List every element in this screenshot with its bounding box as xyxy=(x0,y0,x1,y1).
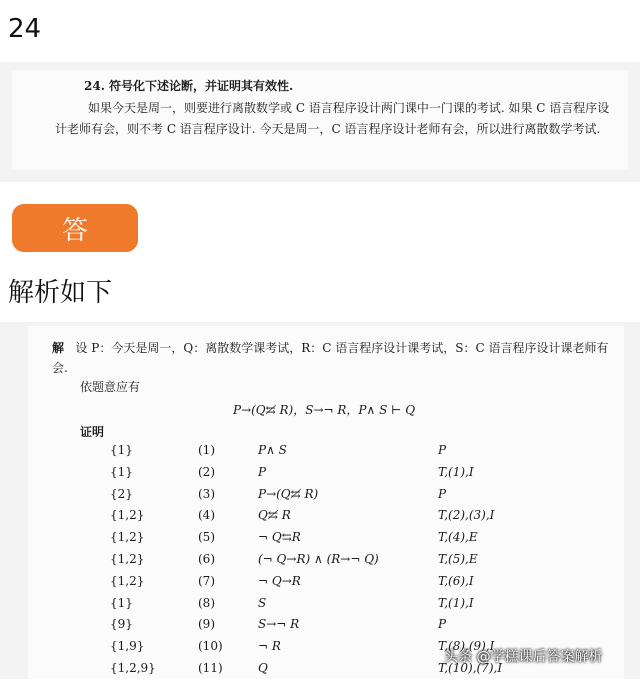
step-premise-set: {1,2,9} xyxy=(110,661,156,675)
step-number: (3) xyxy=(198,486,215,501)
step-number: (10) xyxy=(198,639,223,654)
question-title: 24. 符号化下述论断，并证明其有效性. xyxy=(84,79,294,93)
step-number: (7) xyxy=(198,573,215,588)
step-formula: S→¬ R xyxy=(258,617,300,632)
proof-step-row xyxy=(28,465,624,487)
solution-intro xyxy=(52,338,612,378)
step-premise-set: {1} xyxy=(110,595,133,610)
step-formula: ¬ Q⇆R xyxy=(258,530,301,545)
proof-step-row xyxy=(28,596,624,618)
step-rule: T,(1),I xyxy=(438,464,474,479)
step-rule: P xyxy=(438,617,447,632)
step-number: (2) xyxy=(198,464,215,479)
step-rule: T,(5),E xyxy=(438,552,478,566)
question-body: 如果今天是周一，则要进行离散数学或 C 语言程序设计两门课中一门课的考试. 如果 C 语言程序设计老师有会，则不考 C 语言程序设计. 今天是周一，C 语言程序设计老师有会，所以进行离散数学考试. xyxy=(55,101,610,136)
proof-step-row xyxy=(28,574,624,596)
basis-label: 依题意应有 xyxy=(80,380,141,394)
step-premise-set: {1} xyxy=(110,443,133,457)
proof-step-row xyxy=(28,443,624,465)
step-rule: T,(8),(9),I xyxy=(438,639,495,654)
proof-step-row xyxy=(28,508,624,530)
step-number: (9) xyxy=(198,617,215,632)
step-rule: T,(6),I xyxy=(438,573,474,588)
proof-step-row xyxy=(28,530,624,552)
step-premise-set: {1} xyxy=(110,464,133,479)
step-formula: (¬ Q→R) ∧ (R→¬ Q) xyxy=(258,552,379,566)
step-rule: T,(10),(7),I xyxy=(438,661,503,675)
step-premise-set: {1,9} xyxy=(110,639,145,654)
step-number: (4) xyxy=(198,508,215,523)
question-number: 24 xyxy=(8,14,42,44)
step-rule: P xyxy=(438,443,447,457)
solution-definitions: 设 P：今天是周一，Q：离散数学课考试，R：C 语言程序设计课考试，S：C 语言程序设计课老师有会. xyxy=(52,341,609,375)
step-rule: T,(4),E xyxy=(438,530,478,545)
step-premise-set: {9} xyxy=(110,617,133,632)
proof-step-row xyxy=(28,487,624,509)
step-number: (8) xyxy=(198,595,215,610)
step-number: (11) xyxy=(198,661,223,675)
analysis-heading: 解析如下 xyxy=(8,278,113,308)
step-formula: P∧ S xyxy=(258,443,287,457)
step-premise-set: {1,2} xyxy=(110,508,145,523)
solution-paper xyxy=(28,326,624,679)
step-premise-set: {2} xyxy=(110,486,133,501)
step-premise-set: {1,2} xyxy=(110,530,145,545)
proof-label: 证明 xyxy=(80,425,105,439)
step-number: (5) xyxy=(198,530,215,545)
step-number: (6) xyxy=(198,552,215,566)
question-paper xyxy=(12,70,628,170)
step-formula: Q xyxy=(258,661,268,675)
step-rule: P xyxy=(438,486,447,501)
step-premise-set: {1,2} xyxy=(110,573,145,588)
step-formula: ¬ Q→R xyxy=(258,573,301,588)
step-rule: T,(2),(3),I xyxy=(438,508,495,523)
question-image xyxy=(0,62,640,182)
watermark: 头条 @学糕课后答案解析 xyxy=(444,649,603,665)
step-formula: Q⇆̸ R xyxy=(258,508,291,523)
step-premise-set: {1,2} xyxy=(110,552,145,566)
step-rule: T,(1),I xyxy=(438,595,474,610)
step-formula: ¬ R xyxy=(258,639,281,654)
step-formula: P→(Q⇆̸ R) xyxy=(258,486,319,501)
proof-step-row xyxy=(28,617,624,639)
step-formula: P xyxy=(258,464,267,479)
step-formula: S xyxy=(258,595,267,610)
step-number: (1) xyxy=(198,443,215,457)
proof-step-row xyxy=(28,552,624,574)
answer-button[interactable]: 答 xyxy=(12,204,138,252)
solution-image xyxy=(0,322,640,679)
premise-formula: P→(Q⇆̸ R)，S→¬ R，P∧ S ⊢ Q xyxy=(233,403,416,417)
solution-head: 解 xyxy=(52,341,65,355)
